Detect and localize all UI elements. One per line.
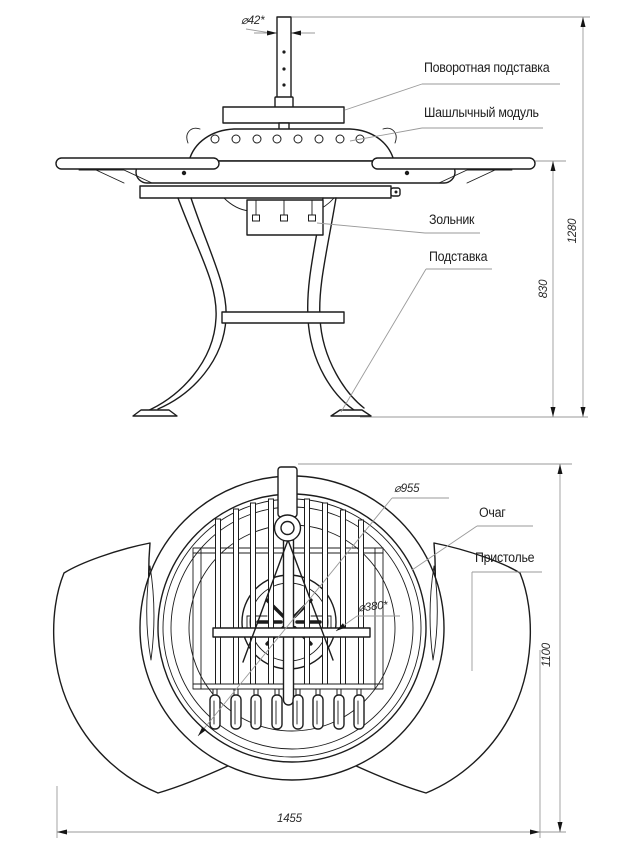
right-side-shelf xyxy=(372,158,535,169)
label-rotating-stand: Поворотная подставка xyxy=(424,60,550,75)
underframe-band xyxy=(140,186,400,198)
rotating-post xyxy=(275,17,293,109)
left-leg xyxy=(133,198,226,416)
dim-table-height: 830 xyxy=(538,279,550,299)
label-stand: Подставка xyxy=(429,249,488,264)
label-shashlik-module: Шашлычный модуль xyxy=(424,105,539,120)
shashlik-module-dome xyxy=(187,128,396,161)
top-post xyxy=(278,467,297,517)
dim-inner-diameter: ⌀380* xyxy=(357,599,389,615)
label-side-table: Пристолье xyxy=(475,550,535,565)
dim-depth: 1100 xyxy=(541,643,553,667)
hub-cross-bar xyxy=(213,628,370,637)
top-view xyxy=(54,464,572,838)
label-hearth: Очаг xyxy=(479,505,506,520)
label-ash-pan: Зольник xyxy=(429,212,475,227)
cross-brace xyxy=(222,312,344,323)
dim-width: 1455 xyxy=(277,813,302,825)
front-view xyxy=(56,17,590,417)
left-side-shelf xyxy=(56,158,219,169)
dim-post-diameter: ⌀42* xyxy=(241,15,265,27)
center-skewer-bar xyxy=(284,540,294,705)
dim-outer-diameter: ⌀955 xyxy=(394,483,420,495)
ash-pan xyxy=(224,198,334,235)
dim-total-height: 1280 xyxy=(567,218,579,244)
